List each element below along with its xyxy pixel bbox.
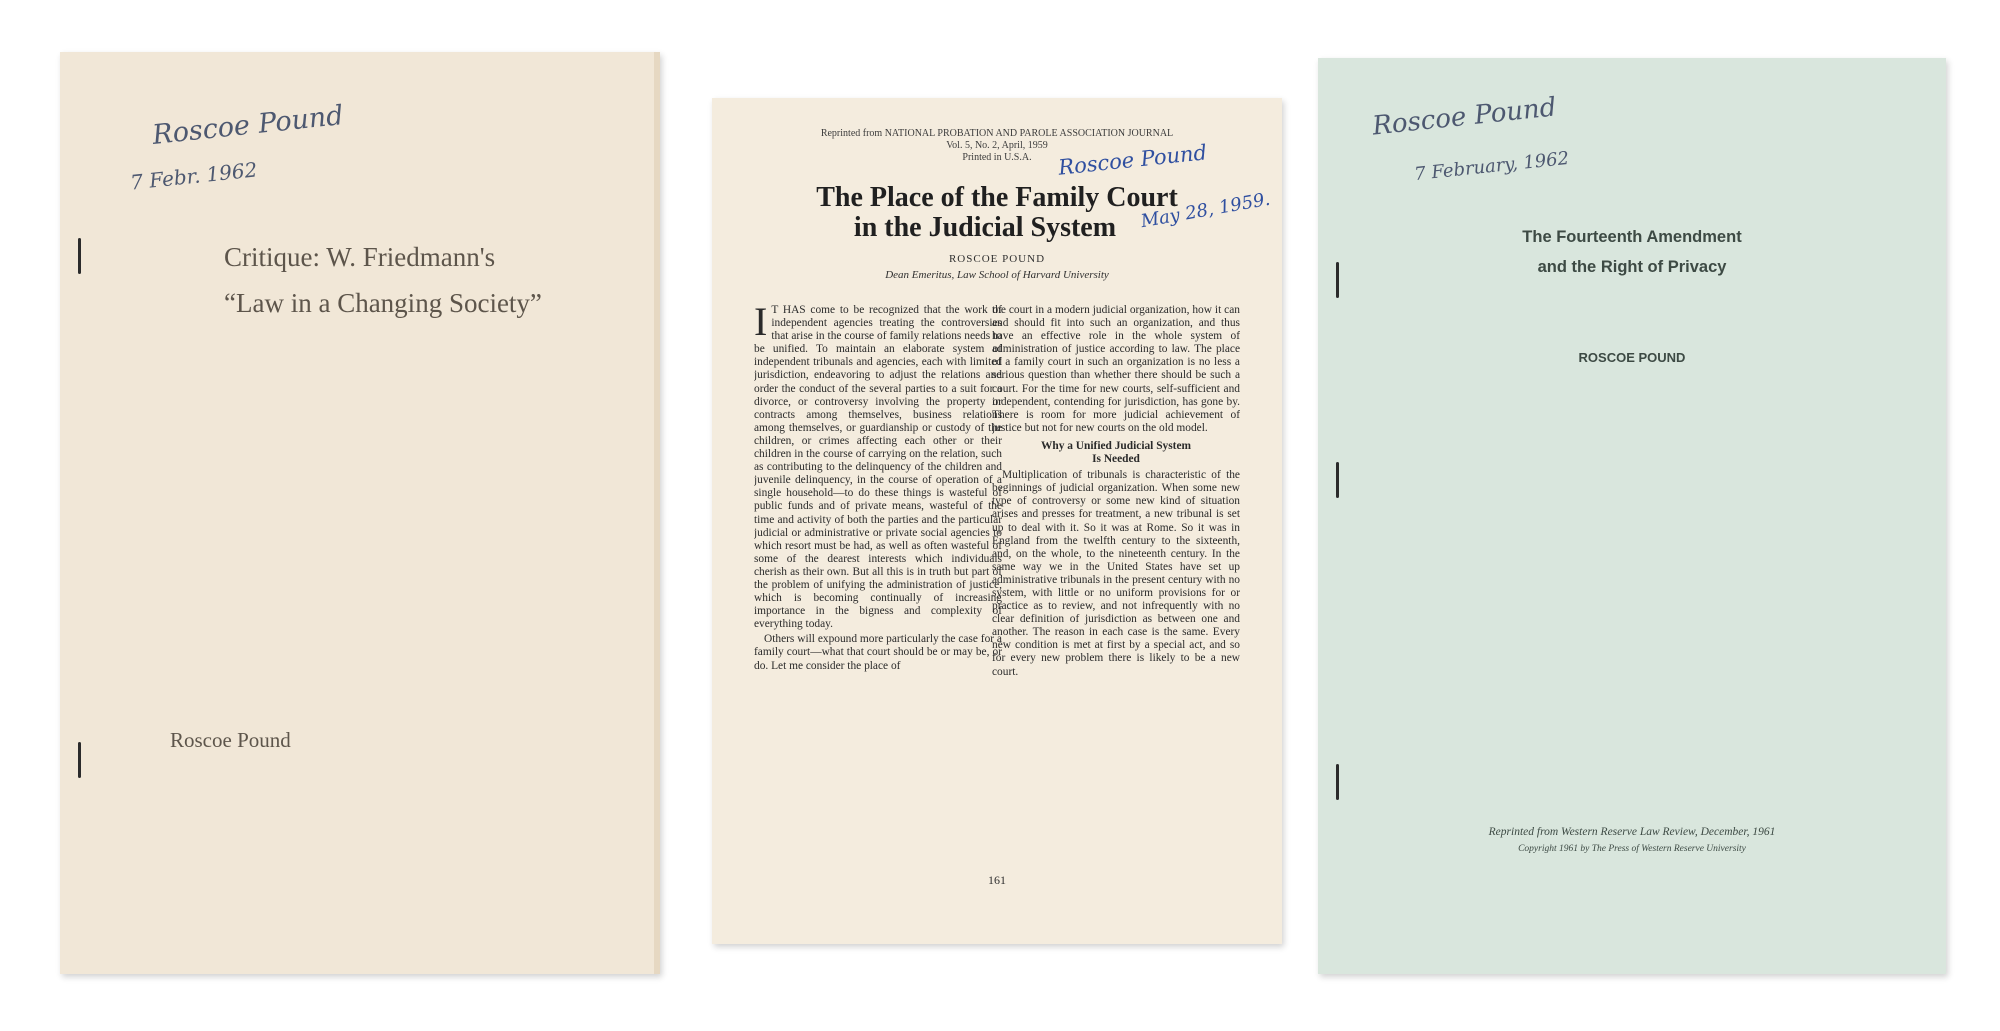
handwritten-date: 7 February, 1962	[1413, 147, 1571, 186]
article-title-line-1: The Place of the Family Court	[816, 182, 1178, 213]
section-heading-line-1: Why a Unified Judicial System	[1041, 439, 1191, 452]
article-title-line-2: in the Judicial System	[853, 212, 1117, 243]
author-name: Roscoe Pound	[170, 728, 291, 752]
title-line-1: Critique: W. Friedmann's	[224, 242, 496, 272]
reprint-footer: Reprinted from Western Reserve Law Review, December, 1961	[1488, 826, 1776, 838]
staple	[1336, 462, 1339, 498]
staple	[78, 742, 81, 778]
author-name: ROSCOE POUND	[948, 253, 1046, 265]
title-line-2: “Law in a Changing Society”	[224, 288, 542, 318]
pamphlet-family-court	[712, 98, 1282, 944]
handwritten-signature: Roscoe Pound	[1057, 140, 1209, 180]
handwritten-signature: Roscoe Pound	[1370, 92, 1558, 142]
drop-cap: I	[754, 304, 768, 344]
reprint-line-1: Reprinted from NATIONAL PROBATION AND PAROLE ASSOCIATION JOURNAL	[820, 128, 1174, 139]
pamphlet-fourteenth-amendment	[1318, 58, 1946, 974]
paragraph: Others will expound more particularly the case for a family court—what that court should be or may be, or do. Let me consider the place of	[754, 633, 1002, 672]
author-affiliation: Dean Emeritus, Law School of Harvard University	[885, 269, 1109, 281]
reprint-line-2: Vol. 5, No. 2, April, 1959	[946, 140, 1048, 151]
staple	[78, 238, 81, 274]
title-line-1: The Fourteenth Amendment	[1522, 228, 1742, 246]
section-heading-line-2: Is Needed	[1092, 453, 1140, 466]
text-column-right	[992, 304, 1240, 839]
reprint-line-3: Printed in U.S.A.	[962, 152, 1032, 163]
copyright-line: Copyright 1961 by The Press of Western Reserve University	[1518, 844, 1746, 854]
paragraph: Multiplication of tribunals is characteristic of the beginnings of judicial organization. When some new type of controversy or some new kind of situation arises and presses for treatment, a new tribunal is set up to deal with it. So it was at Rome. So it was in England from the twelfth century to the sixteenth, and, on the whole, to the nineteenth century. In the same way we in the United States have set up administrative tribunals in the present century with no system, with little or no uniform provisions for or practice as to review, and not infrequently with no clear definition of jurisdiction as between one and another. The reason in each case is the same. Every new condition is met at first by a special act, and so for every new problem there is likely to be a new court.	[992, 469, 1240, 678]
section-heading	[992, 440, 1240, 466]
pamphlet-friedmann-critique	[60, 52, 660, 974]
author-name: ROSCOE POUND	[1578, 350, 1686, 365]
page-number: 161	[988, 873, 1006, 887]
handwritten-date: 7 Febr. 1962	[129, 157, 259, 195]
paragraph: T HAS come to be recognized that the work of independent agencies treating the controversies that arise in the course of family relations needs to be unified. To maintain an elaborate system of independent tribunals and agencies, each with limited jurisdiction, endeavoring to adjust the relations and order the conduct of the several parties to a suit for a divorce, or controversy involving the property or contracts among themselves, business relations among themselves, or guardianship or custody of the children, or crimes affecting each other or their children in the course of carrying on the relation, such as contributing to the delinquency of the children and juvenile delinquency, in the course of operation of a single household—to do these things is wasteful of public funds and of private means, wasteful of the time and activity of both the parties and the particular judicial or administrative or private social agencies to which resort must be had, as well as often wasteful of some of the dearest interests which individuals cherish as their own. But all this is in truth but part of the problem of unifying the administration of justice, which is becoming continually of increasing importance in the bigness and complexity of everything today.	[754, 304, 1002, 631]
text-column-left	[754, 304, 1002, 839]
staple	[1336, 764, 1339, 800]
paragraph: the court in a modern judicial organization, how it can and should fit into such an organization, and thus have an effective role in the whole system of administration of justice according to law. The place of a family court in such an organization is no less a serious question than whether there should be such a court. For the time for new courts, self-sufficient and independent, contending for jurisdiction, has gone by. There is room for more judicial achievement of justice but not for new courts on the old model.	[992, 304, 1240, 434]
handwritten-signature: Roscoe Pound	[150, 100, 345, 151]
handwritten-date: May 28, 1959.	[1139, 188, 1272, 233]
title-line-2: and the Right of Privacy	[1537, 258, 1727, 276]
